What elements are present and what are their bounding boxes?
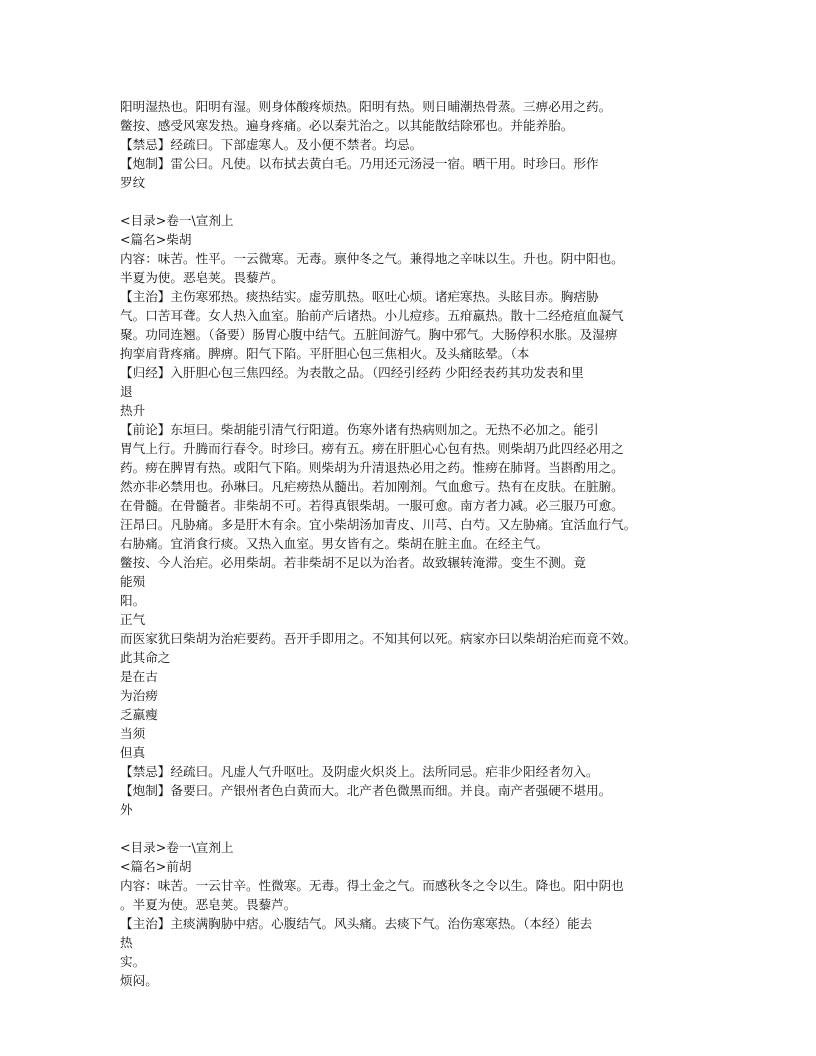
text-line: 【炮制】备要曰。产银州者色白黄而大。北产者色微黑而细。并良。南产者强硬不堪用。	[120, 783, 612, 798]
text-line: 阳明湿热也。阳明有湿。则身体酸疼烦热。阳明有热。则日晡潮热骨蒸。三痹必用之药。	[120, 99, 612, 114]
text-line: 热	[120, 935, 133, 950]
text-line: 右胁痛。宜消食行痰。又热入血室。男女皆有之。柴胡在脏主血。在经主气。	[120, 536, 549, 551]
text-line: 鳖按、感受风寒发热。遍身疼痛。必以秦艽治之。以其能散结除邪也。并能养胎。	[120, 118, 574, 133]
catalog-line: <目录>卷一\宣剂上	[120, 213, 234, 228]
text-line: 【主治】主伤寒邪热。痰热结实。虚劳肌热。呕吐心烦。诸疟寒热。头眩目赤。胸痞胁	[120, 289, 599, 304]
text-line: 【主治】主痰满胸胁中痞。心腹结气。风头痛。去痰下气。治伤寒寒热。（本经）能去	[120, 916, 593, 931]
text-line: 内容：味苦。一云甘辛。性微寒。无毒。得土金之气。而感秋冬之令以生。降也。阳中阴也	[120, 878, 624, 893]
text-line: 内容：味苦。性平。一云微寒。无毒。禀仲冬之气。兼得地之辛味以生。升也。阴中阳也。	[120, 251, 624, 266]
text-line: 。半夏为使。恶皂荚。畏藜芦。	[120, 897, 297, 912]
text-line: 当须	[120, 726, 146, 741]
document-page	[120, 97, 800, 990]
text-line: 阳。	[120, 593, 146, 608]
blank-line	[120, 192, 800, 211]
text-line: 汪昂曰。凡胁痛。多是肝木有余。宜小柴胡汤加青皮、川芎、白芍。又左胁痛。宜活血行气。	[120, 517, 637, 532]
text-line: 【禁忌】经疏曰。凡虚人气升呕吐。及阴虚火炽炎上。法所同忌。疟非少阳经者勿入。	[120, 764, 599, 779]
text-line: 然亦非必禁用也。孙琳曰。凡疟痨热从髓出。若加刚剂。气血愈亏。热有在皮肤。在脏腑。	[120, 479, 624, 494]
blank-line	[120, 819, 800, 838]
text-line: 烦闷。	[120, 973, 158, 988]
text-line: 【归经】入肝胆心包三焦四经。为表散之品。（四经引经药 少阳经表药其功发表和里	[120, 365, 584, 380]
text-line: 鳖按、今人治疟。必用柴胡。若非柴胡不足以为治者。故致辗转淹滞。变生不测。竟	[120, 555, 586, 570]
text-line: 为治痨	[120, 688, 158, 703]
text-line: 实。	[120, 954, 146, 969]
text-line: 聚。功同连翘。（备要）肠胃心腹中结气。五脏间游气。胸中邪气。大肠停积水胀。及湿痹	[120, 327, 618, 342]
text-line: 【禁忌】经疏曰。下部虚寒人。及小便不禁者。均忌。	[120, 137, 423, 152]
text-line: 退	[120, 384, 133, 399]
catalog-line: <目录>卷一\宣剂上	[120, 840, 234, 855]
text-line: 在骨髓。在骨髓者。非柴胡不可。若得真银柴胡。一服可愈。南方者力减。必三服乃可愈。	[120, 498, 624, 513]
text-line: 能殒	[120, 574, 146, 589]
text-line: 乏羸瘦	[120, 707, 158, 722]
text-line: 药。痨在脾胃有热。或阳气下陷。则柴胡为升清退热必用之药。惟痨在肺肾。当斟酌用之。	[120, 460, 624, 475]
text-line: 【炮制】雷公曰。凡使。以布拭去黄白毛。乃用还元汤浸一宿。晒干用。时珍曰。形作	[120, 156, 599, 171]
text-line: 此其命之	[120, 650, 171, 665]
text-line: 罗纹	[120, 175, 146, 190]
text-line: 而医家犹曰柴胡为治疟要药。吾开手即用之。不知其何以死。病家亦曰以柴胡治疟而竟不效。	[120, 631, 637, 646]
chapter-title-line: <篇名>前胡	[120, 859, 192, 874]
chapter-title-line: <篇名>柴胡	[120, 232, 192, 247]
text-line: 是在古	[120, 669, 158, 684]
text-line: 正气	[120, 612, 146, 627]
text-line: 拘挛肩背疼痛。脾痹。阳气下陷。平肝胆心包三焦相火。及头痛眩晕。（本	[120, 346, 530, 361]
text-line: 半夏为使。恶皂荚。畏藜芦。	[120, 270, 284, 285]
text-line: 但真	[120, 745, 146, 760]
text-line: 气。口苦耳聋。女人热入血室。胎前产后诸热。小儿痘疹。五疳羸热。散十二经疮疽血凝气	[120, 308, 624, 323]
text-line: 热升	[120, 403, 146, 418]
text-line: 外	[120, 802, 133, 817]
text-line: 【前论】东垣曰。柴胡能引清气行阳道。伤寒外诸有热病则加之。无热不必加之。能引	[120, 422, 599, 437]
text-line: 胃气上行。升腾而行春令。时珍曰。痨有五。痨在肝胆心心包有热。则柴胡乃此四经必用之	[120, 441, 624, 456]
